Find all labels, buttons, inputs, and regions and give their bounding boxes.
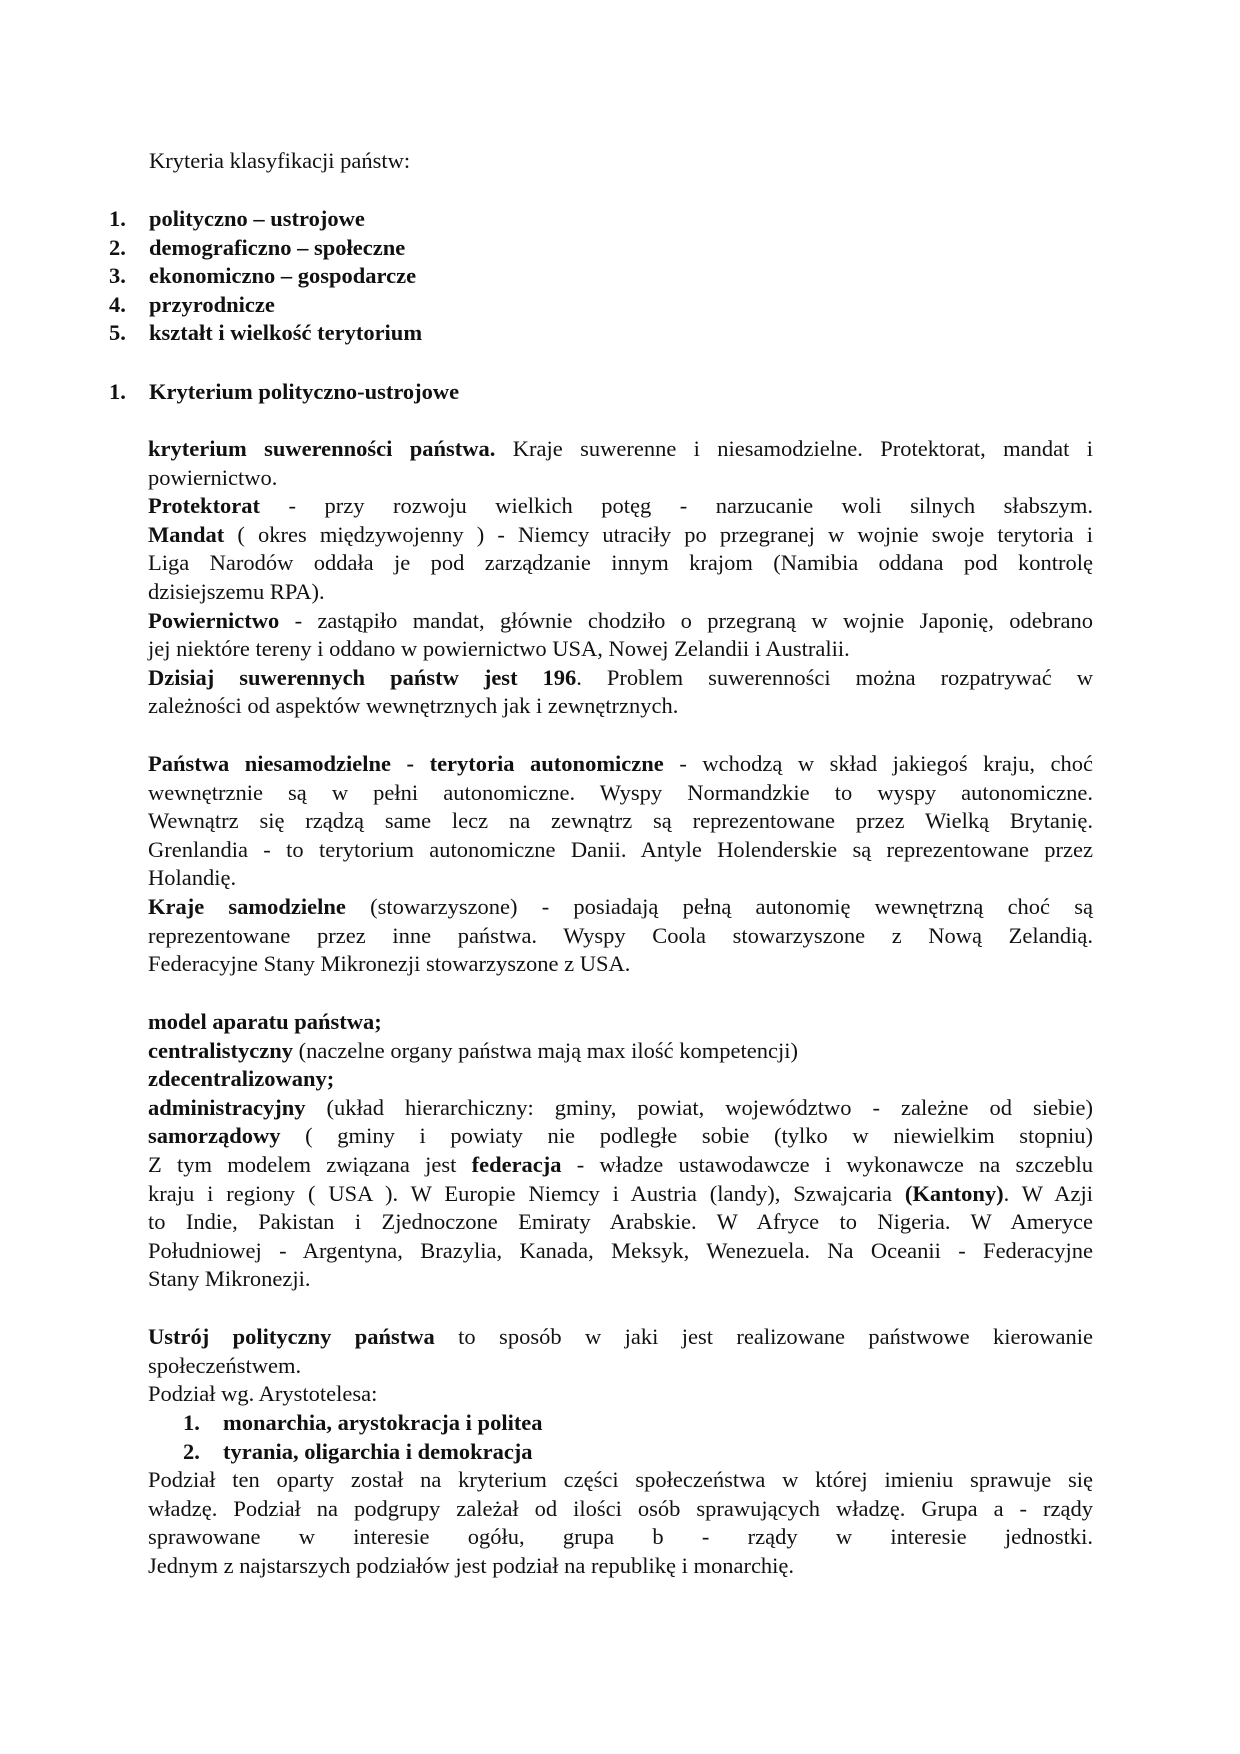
- text-line: Podział ten oparty został na kryterium części społeczeństwa w której imieniu sprawuje się: [148, 1467, 1093, 1492]
- list-item: [183, 1438, 543, 1467]
- criterion-label: ekonomiczno – gospodarcze: [149, 263, 417, 289]
- text-line: Federacyjne Stany Mikronezji stowarzyszone z USA.: [148, 951, 631, 977]
- text-line: władzę. Podział na podgrupy zależał od ilości osób sprawujących władzę. Grupa a - rządy: [148, 1495, 1093, 1521]
- text-line: Dzisiaj suwerennych państw jest 196. Problem suwerenności można rozpatrywać w: [148, 664, 1093, 690]
- list-label: monarchia, arystokracja i politea: [223, 1410, 543, 1435]
- text-line: model aparatu państwa;: [148, 1009, 382, 1034]
- criterion-label: demograficzno – społeczne: [149, 234, 406, 260]
- page-title: Kryteria klasyfikacji państw:: [149, 148, 411, 173]
- text-line: Jednym z najstarszych podziałów jest podział na republikę i monarchię.: [148, 1552, 795, 1578]
- text-line: powiernictwo.: [148, 464, 278, 490]
- text-line: Podział wg. Arystotelesa:: [148, 1381, 378, 1407]
- list-item: [109, 319, 422, 348]
- list-number: 1.: [183, 1410, 200, 1435]
- criterion-label: przyrodnicze: [149, 291, 275, 317]
- text-line: kryterium suwerenności państwa. Kraje suwerenne i niesamodzielne. Protektorat, mandat i: [148, 436, 1093, 461]
- list-number: 2.: [183, 1438, 200, 1464]
- text-line: społeczeństwem.: [148, 1352, 302, 1378]
- text-line: sprawowane w interesie ogółu, grupa b - rządy w interesie jednostki.: [148, 1524, 1093, 1550]
- list-item: [109, 205, 422, 234]
- text-line: reprezentowane przez inne państwa. Wyspy Coola stowarzyszone z Nową Zelandią.: [148, 922, 1093, 948]
- text-line: zależności od aspektów wewnętrznych jak i zewnętrznych.: [148, 693, 679, 719]
- text-line: administracyjny (układ hierarchiczny: gminy, powiat, województwo - zależne od siebie): [148, 1094, 1093, 1120]
- text-line: samorządowy ( gminy i powiaty nie podległe sobie (tylko w niewielkim stopniu): [148, 1123, 1093, 1149]
- text-line: zdecentralizowany;: [148, 1066, 335, 1092]
- text-line: Grenlandia - to terytorium autonomiczne Danii. Antyle Holenderskie są reprezentowane przez: [148, 836, 1093, 862]
- section-heading: [109, 378, 459, 407]
- text-line: Stany Mikronezji.: [148, 1266, 311, 1292]
- text-line: Ustrój polityczny państwa to sposób w jaki jest realizowane państwowe kierowanie: [148, 1324, 1093, 1349]
- state-apparatus-section: [148, 1008, 1093, 1294]
- section-title: Kryterium polityczno-ustrojowe: [149, 379, 460, 404]
- text-line: Liga Narodów oddała je pod zarządzanie innym krajom (Namibia oddana pod kontrolę: [148, 550, 1093, 576]
- text-line: wewnętrznie są w pełni autonomiczne. Wyspy Normandzkie to wyspy autonomiczne.: [148, 779, 1093, 805]
- list-number: 4.: [109, 291, 126, 317]
- text-line: Południowej - Argentyna, Brazylia, Kanada, Meksyk, Wenezuela. Na Oceanii - Federacyjne: [148, 1237, 1093, 1263]
- list-item: [109, 234, 422, 263]
- text-line: centralistyczny (naczelne organy państwa mają max ilość kompetencji): [148, 1037, 798, 1063]
- text-line: Wewnątrz się rządzą same lecz na zewnątrz są reprezentowane przez Wielką Brytanię.: [148, 808, 1093, 834]
- list-label: tyrania, oligarchia i demokracja: [223, 1438, 533, 1464]
- text-line: to Indie, Pakistan i Zjednoczone Emiraty Arabskie. W Afryce to Nigeria. W Ameryce: [148, 1209, 1093, 1235]
- criterion-label: polityczno – ustrojowe: [149, 206, 365, 231]
- list-item: [183, 1409, 543, 1438]
- text-line: Kraje samodzielne (stowarzyszone) - posiadają pełną autonomię wewnętrzną choć są: [148, 893, 1093, 919]
- aristotle-list: [183, 1409, 543, 1466]
- text-line: Holandię.: [148, 865, 237, 891]
- political-regime-section: [148, 1323, 1093, 1409]
- text-line: Z tym modelem związana jest federacja - władze ustawodawcze i wykonawcze na szczeblu: [148, 1151, 1093, 1177]
- criteria-list: [109, 205, 422, 348]
- list-number: 1.: [109, 206, 126, 231]
- text-line: Mandat ( okres międzywojenny ) - Niemcy utraciły po przegranej w wojnie swoje terytoria i: [148, 521, 1093, 547]
- text-line: Państwa niesamodzielne - terytoria autonomiczne - wchodzą w skład jakiegoś kraju, choć: [148, 751, 1093, 776]
- regime-explanation: [148, 1466, 1093, 1580]
- sovereignty-section: [148, 435, 1093, 721]
- dependent-states-section: [148, 750, 1093, 979]
- text-line: dzisiejszemu RPA).: [148, 578, 325, 604]
- text-line: kraju i regiony ( USA ). W Europie Niemcy i Austria (landy), Szwajcaria (Kantony). W Azji: [148, 1180, 1094, 1206]
- text-line: Protektorat - przy rozwoju wielkich potęg - narzucanie woli silnych słabszym.: [148, 493, 1093, 519]
- list-item: [109, 291, 422, 320]
- list-number: 5.: [109, 320, 126, 346]
- list-number: 2.: [109, 234, 126, 260]
- list-number: 3.: [109, 263, 126, 289]
- text-line: Powiernictwo - zastąpiło mandat, głównie chodziło o przegraną w wojnie Japonię, odebrano: [148, 607, 1093, 633]
- criterion-label: kształt i wielkość terytorium: [149, 320, 423, 346]
- section-number: 1.: [109, 379, 126, 404]
- list-item: [109, 262, 422, 291]
- text-line: jej niektóre tereny i oddano w powiernictwo USA, Nowej Zelandii i Australii.: [148, 636, 850, 662]
